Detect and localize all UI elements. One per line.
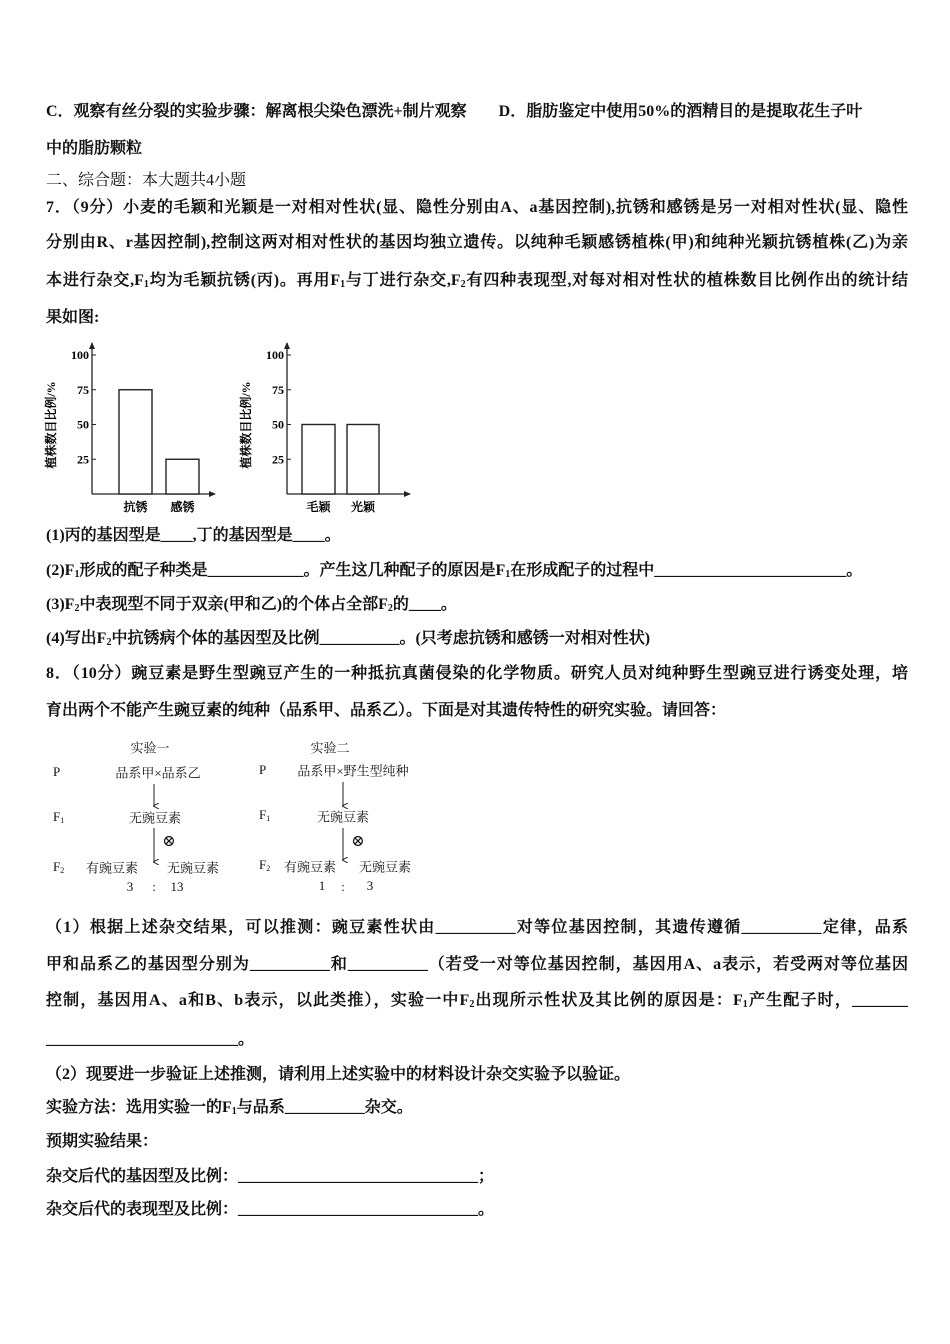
y-tick-label: 25 [272, 452, 284, 467]
text-segment: （2）现要进一步验证上述推测，请利用上述实验中的材料设计杂交实验予以验证。 [46, 1066, 631, 1083]
exp2-f1: 无豌豆素 [316, 809, 370, 825]
text-segment: 中抗锈病个体的基因型及比例__________。(只考虑抗锈和感锈一对相对性状) [111, 630, 651, 647]
text-segment: 与丁进行杂交,F [345, 272, 461, 289]
exp2-ratio-right: 3 [366, 878, 374, 893]
exp1-p-label: P [53, 764, 61, 779]
f-sub: 1 [60, 816, 65, 825]
text-segment: (4)写出F [46, 630, 107, 647]
text-segment: 中的脂肪颗粒 [46, 140, 143, 157]
text-segment: (3)F [46, 596, 75, 613]
exp1-f1: 无豌豆素 [128, 810, 182, 826]
y-tick-label: 75 [77, 382, 89, 397]
x-tick-label: 感锈 [170, 500, 195, 514]
exp1-ratio-right: 13 [170, 879, 184, 894]
y-tick-label: 75 [272, 382, 284, 397]
f-sub: 1 [266, 814, 271, 823]
text-segment: 形成的配子种类是____________。产生这几种配子的原因是F [79, 562, 506, 579]
y-axis-label: 植株数目比例/% [44, 381, 58, 469]
f-sub: 2 [60, 866, 65, 875]
text-segment: C．观察有丝分裂的实验步骤：解离根尖染色漂洗+制片观察 D．脂肪鉴定中使用50%的酒精目的是提取花生子叶 [46, 103, 863, 120]
x-tick-label: 光颖 [350, 500, 376, 514]
f-label: F [259, 807, 267, 822]
exp1-ratio-left: 3 [126, 879, 134, 894]
y-tick-label: 50 [77, 417, 89, 432]
exp1-cross: 品系甲×品系乙 [115, 765, 201, 781]
subscript: 2 [460, 279, 466, 290]
exp2-f2-left: 有豌豆素 [283, 859, 337, 875]
text-segment: 果如图: [46, 309, 100, 326]
self-cross-icon: ⊗ [162, 833, 176, 850]
exp2-f2-right: 无豌豆素 [358, 859, 412, 875]
subscript: 2 [469, 999, 475, 1010]
text-segment: 的____。 [392, 596, 457, 613]
text-segment: (2)F [46, 562, 75, 579]
text-segment: ________________________。 [46, 1031, 255, 1048]
subscript: 1 [340, 279, 346, 290]
text-segment: 中表现型不同于双亲(甲和乙)的个体占全部F [79, 596, 388, 613]
text-segment: 杂交后代的表现型及比例：______________________________。 [46, 1201, 495, 1218]
f-sub: 2 [266, 864, 271, 873]
exp2-p-label: P [259, 762, 267, 777]
text-segment: 预期实验结果： [46, 1133, 159, 1150]
text-segment: 7．（9分）小麦的毛颖和光颖是一对相对性状(显、隐性分别由A、a基因控制),抗锈和感锈是另一对相对性状(显、隐性 [46, 199, 908, 216]
text-segment: 育出两个不能产生豌豆素的纯种（品系甲、品系乙）。下面是对其遗传特性的研究实验。请回答： [46, 702, 727, 719]
text-segment: 本进行杂交,F [46, 272, 144, 289]
subscript: 2 [106, 637, 112, 648]
x-tick-label: 毛颖 [306, 500, 331, 514]
exp2-title: 实验二 [310, 740, 350, 756]
text-segment: 与品系__________杂交。 [236, 1099, 413, 1116]
text-segment: 杂交后代的基因型及比例：______________________________； [46, 1168, 495, 1185]
exp2-ratio-colon: : [341, 879, 345, 894]
text-segment: （1）根据上述杂交结果，可以推测：豌豆素性状由__________对等位基因控制，其遗传遵循__________定律，品系 [46, 919, 908, 936]
subscript: 1 [231, 1106, 237, 1117]
x-tick-label: 抗锈 [123, 500, 148, 514]
text-segment: 控制，基因用A、a和B、b表示，以此类推），实验一中F [46, 992, 470, 1009]
text-segment: 出现所示性状及其比例的原因是：F [474, 992, 743, 1009]
subscript: 2 [387, 603, 393, 614]
text-segment: 有四种表现型,对每对相对性状的植株数目比例作出的统计结 [465, 272, 908, 289]
subscript: 1 [742, 999, 748, 1010]
y-tick-label: 50 [272, 417, 284, 432]
text-segment: 均为毛颖抗锈(丙)。再用F [148, 272, 341, 289]
f-label: F [53, 859, 61, 874]
text-segment: 甲和品系乙的基因型分别为__________和__________（若受一对等位基因控制，基因用A、a表示，若受两对等位基因 [46, 956, 908, 973]
text-segment: 二、综合题：本大题共4小题 [46, 172, 247, 189]
exp1-title: 实验一 [130, 740, 170, 756]
text-segment: 分别由R、r基因控制),控制这两对相对性状的基因均独立遗传。以纯种毛颖感锈植株(甲)和纯种光颖抗锈植株(乙)为亲 [46, 234, 908, 251]
text-segment: 产生配子时，_______ [747, 992, 908, 1009]
f-label: F [259, 857, 267, 872]
exp2-ratio-left: 1 [318, 878, 326, 893]
subscript: 1 [74, 569, 80, 580]
text-segment: (1)丙的基因型是____,丁的基因型是____。 [46, 527, 341, 544]
subscript: 1 [505, 569, 511, 580]
exp1-ratio-colon: : [152, 879, 156, 894]
exp2-cross: 品系甲×野生型纯种 [297, 763, 409, 779]
exp1-f2-right: 无豌豆素 [166, 860, 220, 876]
y-tick-label: 100 [71, 348, 89, 362]
y-tick-label: 25 [77, 452, 89, 467]
f-label: F [53, 809, 61, 824]
self-cross-icon: ⊗ [351, 833, 365, 850]
text-segment: 8．（10分）豌豆素是野生型豌豆产生的一种抵抗真菌侵染的化学物质。研究人员对纯种野生型豌豆进行诱变处理，培 [46, 665, 908, 682]
subscript: 2 [74, 603, 80, 614]
y-tick-label: 100 [266, 348, 284, 362]
exp1-f2-left: 有豌豆素 [85, 860, 139, 876]
subscript: 1 [143, 279, 149, 290]
text-segment: 实验方法：选用实验一的F [46, 1099, 232, 1116]
text-segment: 在形成配子的过程中________________________。 [510, 562, 863, 579]
y-axis-label: 植株数目比例/% [239, 381, 253, 469]
